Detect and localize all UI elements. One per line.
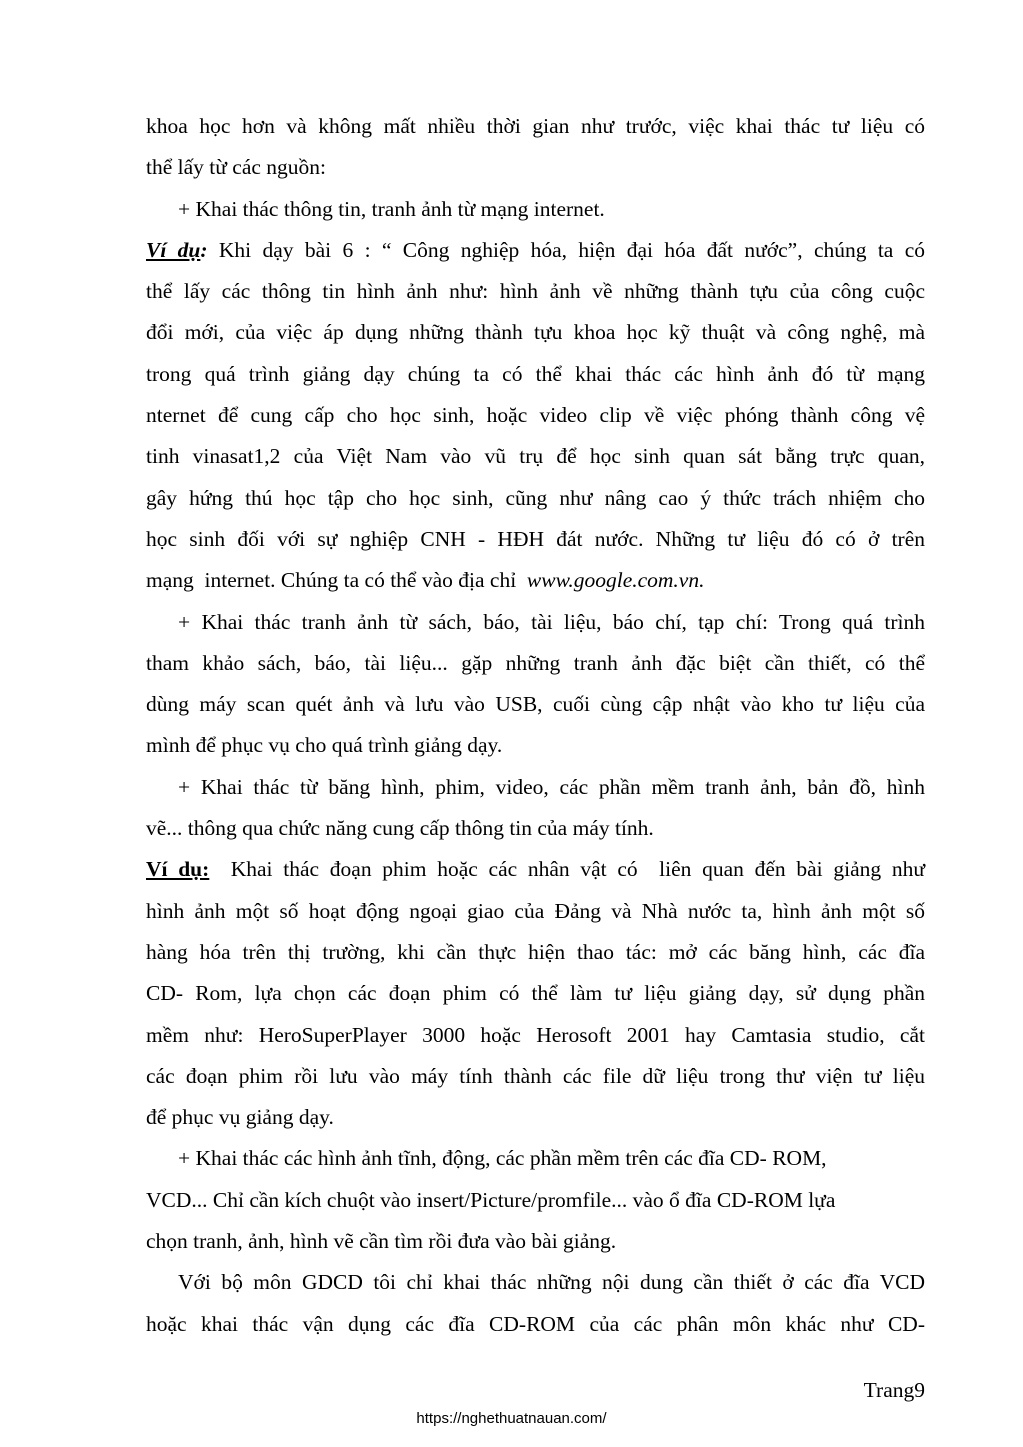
example-colon: : bbox=[200, 237, 208, 262]
url-link[interactable]: www.google.com.vn. bbox=[526, 568, 705, 593]
bullet-line: + Khai thác từ băng hình, phim, video, các phần mềm tranh ảnh, bản đồ, hình bbox=[178, 774, 925, 799]
text-line: học sinh đối với sự nghiệp CNH - HĐH đát nước. Những tư liệu đó có ở trên bbox=[146, 526, 925, 551]
text-line: CD- Rom, lựa chọn các đoạn phim có thể làm tư liệu giảng dạy, sử dụng phần bbox=[146, 981, 925, 1006]
example-text: Khai thác đoạn phim hoặc các nhân vật có liên quan đến bài giảng như bbox=[209, 857, 925, 882]
text-line: thể lấy từ các nguồn: bbox=[146, 155, 327, 180]
text-line: các đoạn phim rồi lưu vào máy tính thành các file dữ liệu trong thư viện tư liệu bbox=[146, 1063, 925, 1088]
bullet-line: + Khai thác tranh ảnh từ sách, báo, tài liệu, báo chí, tạp chí: Trong quá trình bbox=[178, 609, 925, 634]
text-line: hàng hóa trên thị trường, khi cần thực hiện thao tác: mở các băng hình, các đĩa bbox=[146, 939, 925, 964]
example-label: Ví dụ bbox=[146, 237, 201, 262]
example-text: Khi dạy bài 6 : “ Công nghiệp hóa, hiện đại hóa đất nước”, chúng ta có bbox=[207, 237, 925, 262]
text-line bbox=[146, 560, 925, 601]
page-number: Trang9 bbox=[863, 1378, 925, 1402]
example-label: Ví dụ: bbox=[146, 857, 210, 882]
text-line: khoa học hơn và không mất nhiều thời gian như trước, việc khai thác tư liệu có bbox=[146, 114, 925, 138]
text-line: để phục vụ giảng dạy. bbox=[146, 1105, 334, 1130]
text-line: tinh vinasat1,2 của Việt Nam vào vũ trụ để học sinh quan sát bằng trực quan, bbox=[146, 444, 925, 469]
text-span: mạng internet. Chúng ta có thể vào địa chỉ bbox=[146, 568, 527, 593]
text-line: mềm như: HeroSuperPlayer 3000 hoặc Herosoft 2001 hay Camtasia studio, cắt bbox=[146, 1022, 925, 1047]
text-line: chọn tranh, ảnh, hình vẽ cần tìm rồi đưa vào bài giảng. bbox=[146, 1229, 617, 1254]
text-line: VCD... Chỉ cần kích chuột vào insert/Picture/promfile... vào ổ đĩa CD-ROM lựa bbox=[146, 1187, 836, 1212]
text-line: trong quá trình giảng dạy chúng ta có thể khai thác các hình ảnh đó từ mạng bbox=[146, 361, 925, 386]
paragraph-line: Với bộ môn GDCD tôi chỉ khai thác những nội dung cần thiết ở các đĩa VCD bbox=[178, 1270, 925, 1295]
text-line: dùng máy scan quét ảnh và lưu vào USB, cuối cùng cập nhật vào kho tư liệu của bbox=[146, 692, 925, 717]
example-line bbox=[146, 849, 925, 890]
text-line: hoặc khai thác vận dụng các đĩa CD-ROM của các phân môn khác như CD- bbox=[146, 1311, 925, 1336]
bullet-line: + Khai thác thông tin, tranh ảnh từ mạng internet. bbox=[178, 196, 605, 221]
text-line: gây hứng thú học tập cho học sinh, cũng như nâng cao ý thức trách nhiệm cho bbox=[146, 485, 925, 510]
example-line bbox=[146, 230, 925, 271]
text-line: nternet để cung cấp cho học sinh, hoặc video clip về việc phóng thành công vệ bbox=[146, 403, 925, 428]
text-line: vẽ... thông qua chức năng cung cấp thông tin của máy tính. bbox=[146, 816, 654, 841]
footer-url[interactable]: https://nghethuatnauan.com/ bbox=[416, 1410, 607, 1427]
text-line: mình để phục vụ cho quá trình giảng dạy. bbox=[146, 733, 503, 758]
text-line: tham khảo sách, báo, tài liệu... gặp những tranh ảnh đặc biệt cần thiết, có thể bbox=[146, 650, 925, 675]
text-line: hình ảnh một số hoạt động ngoại giao của Đảng và Nhà nước ta, hình ảnh một số bbox=[146, 898, 925, 923]
text-line: đổi mới, của việc áp dụng những thành tựu khoa học kỹ thuật và công nghệ, mà bbox=[146, 320, 925, 345]
bullet-line: + Khai thác các hình ảnh tĩnh, động, các phần mềm trên các đĩa CD- ROM, bbox=[178, 1146, 827, 1171]
text-line: thể lấy các thông tin hình ảnh như: hình ảnh về những thành tựu của công cuộc bbox=[146, 279, 925, 304]
document-body bbox=[146, 106, 925, 1345]
